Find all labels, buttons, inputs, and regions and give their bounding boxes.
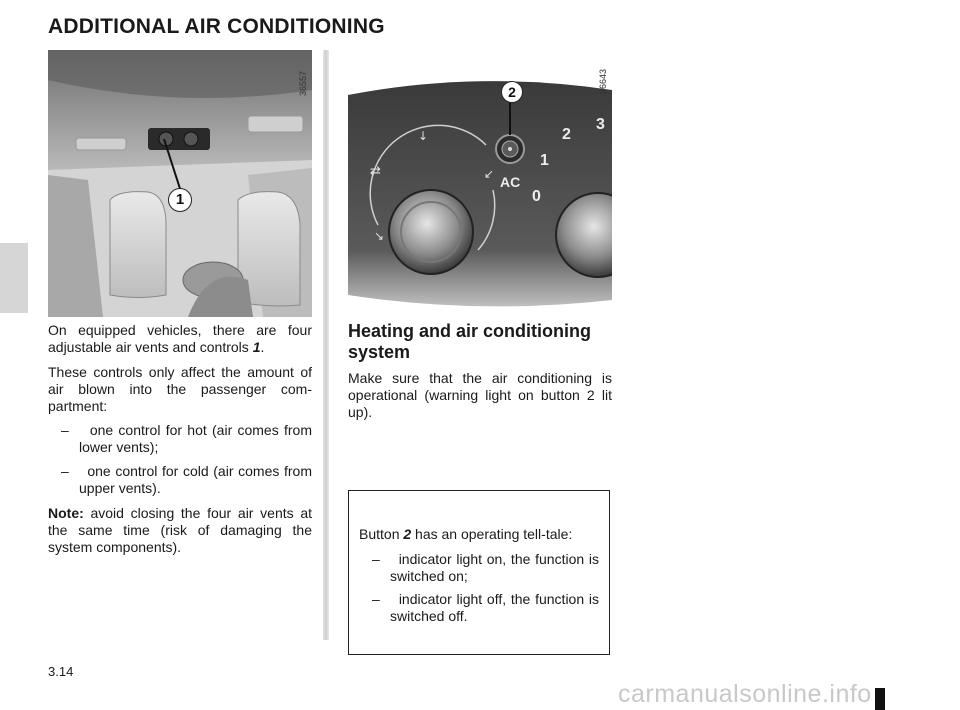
note-text: avoid closing the four air vents at the same time (risk of damaging the system components). [48,505,312,555]
section-body: Make sure that the air conditioning is operational (warning light on button 2 lit up). [348,370,612,420]
list-item: – one control for cold (air comes from upper vents). [61,463,312,496]
photo-ref-code: 36643 [598,68,608,94]
fan-speed-0: 0 [532,188,541,205]
list-item-text: one control for cold (air comes from upper vents). [79,463,312,496]
note-paragraph [48,505,312,556]
intro-ref: 1 [252,339,261,355]
ac-label: AC [500,174,521,190]
note-box-intro [359,526,599,543]
list-item: – one control for hot (air comes from lower vents); [61,422,312,455]
note-box-intro-end: has an operating tell-tale: [411,526,573,542]
controls-paragraph: These controls only affect the amount of air blown into the passenger com-partment: [48,364,312,414]
rear-vents-illustration [48,50,312,317]
list-item-text: indicator light on, the function is switched on; [390,551,599,584]
svg-text:↘: ↘ [374,229,385,243]
callout-2: 2 [501,81,523,103]
intro-text: On equipped vehicles, there are four adjustable air vents and controls [48,322,312,355]
intro-end: . [260,339,265,355]
column-divider [323,50,329,640]
note-box-ref: 2 [403,526,412,542]
note-label: Note: [48,505,84,521]
list-item: – indicator light off, the function is switched off. [372,591,599,624]
callout-1: 1 [168,188,192,212]
svg-text:↙: ↙ [484,167,495,181]
note-box-intro-text: Button [359,526,404,542]
page-number: 3.14 [48,664,74,679]
fan-speed-1: 1 [540,152,549,169]
rear-vents-photo [48,50,312,317]
photo-ref-code: 36557 [298,70,308,96]
list-item-text: one control for hot (air comes from lower vents); [79,422,312,455]
list-item: – indicator light on, the function is switched on; [372,551,599,584]
section-heading: Heating and air conditioning system [348,321,591,362]
fan-speed-2: 2 [562,126,571,143]
watermark: carmanualsonline.info [618,680,872,708]
dashboard-controls-illustration [348,50,612,317]
list-item-text: indicator light off, the function is switched off. [390,591,599,624]
dashboard-controls-photo [348,50,612,317]
page-title: ADDITIONAL AIR CONDITIONING [48,15,385,38]
page-corner-mark [875,688,885,710]
svg-text:↓: ↓ [418,129,429,143]
svg-text:⇄: ⇄ [370,164,381,179]
fan-speed-3: 3 [596,116,605,133]
intro-paragraph [48,322,312,356]
section-tab [0,243,28,313]
tell-tale-note-box [348,490,610,655]
